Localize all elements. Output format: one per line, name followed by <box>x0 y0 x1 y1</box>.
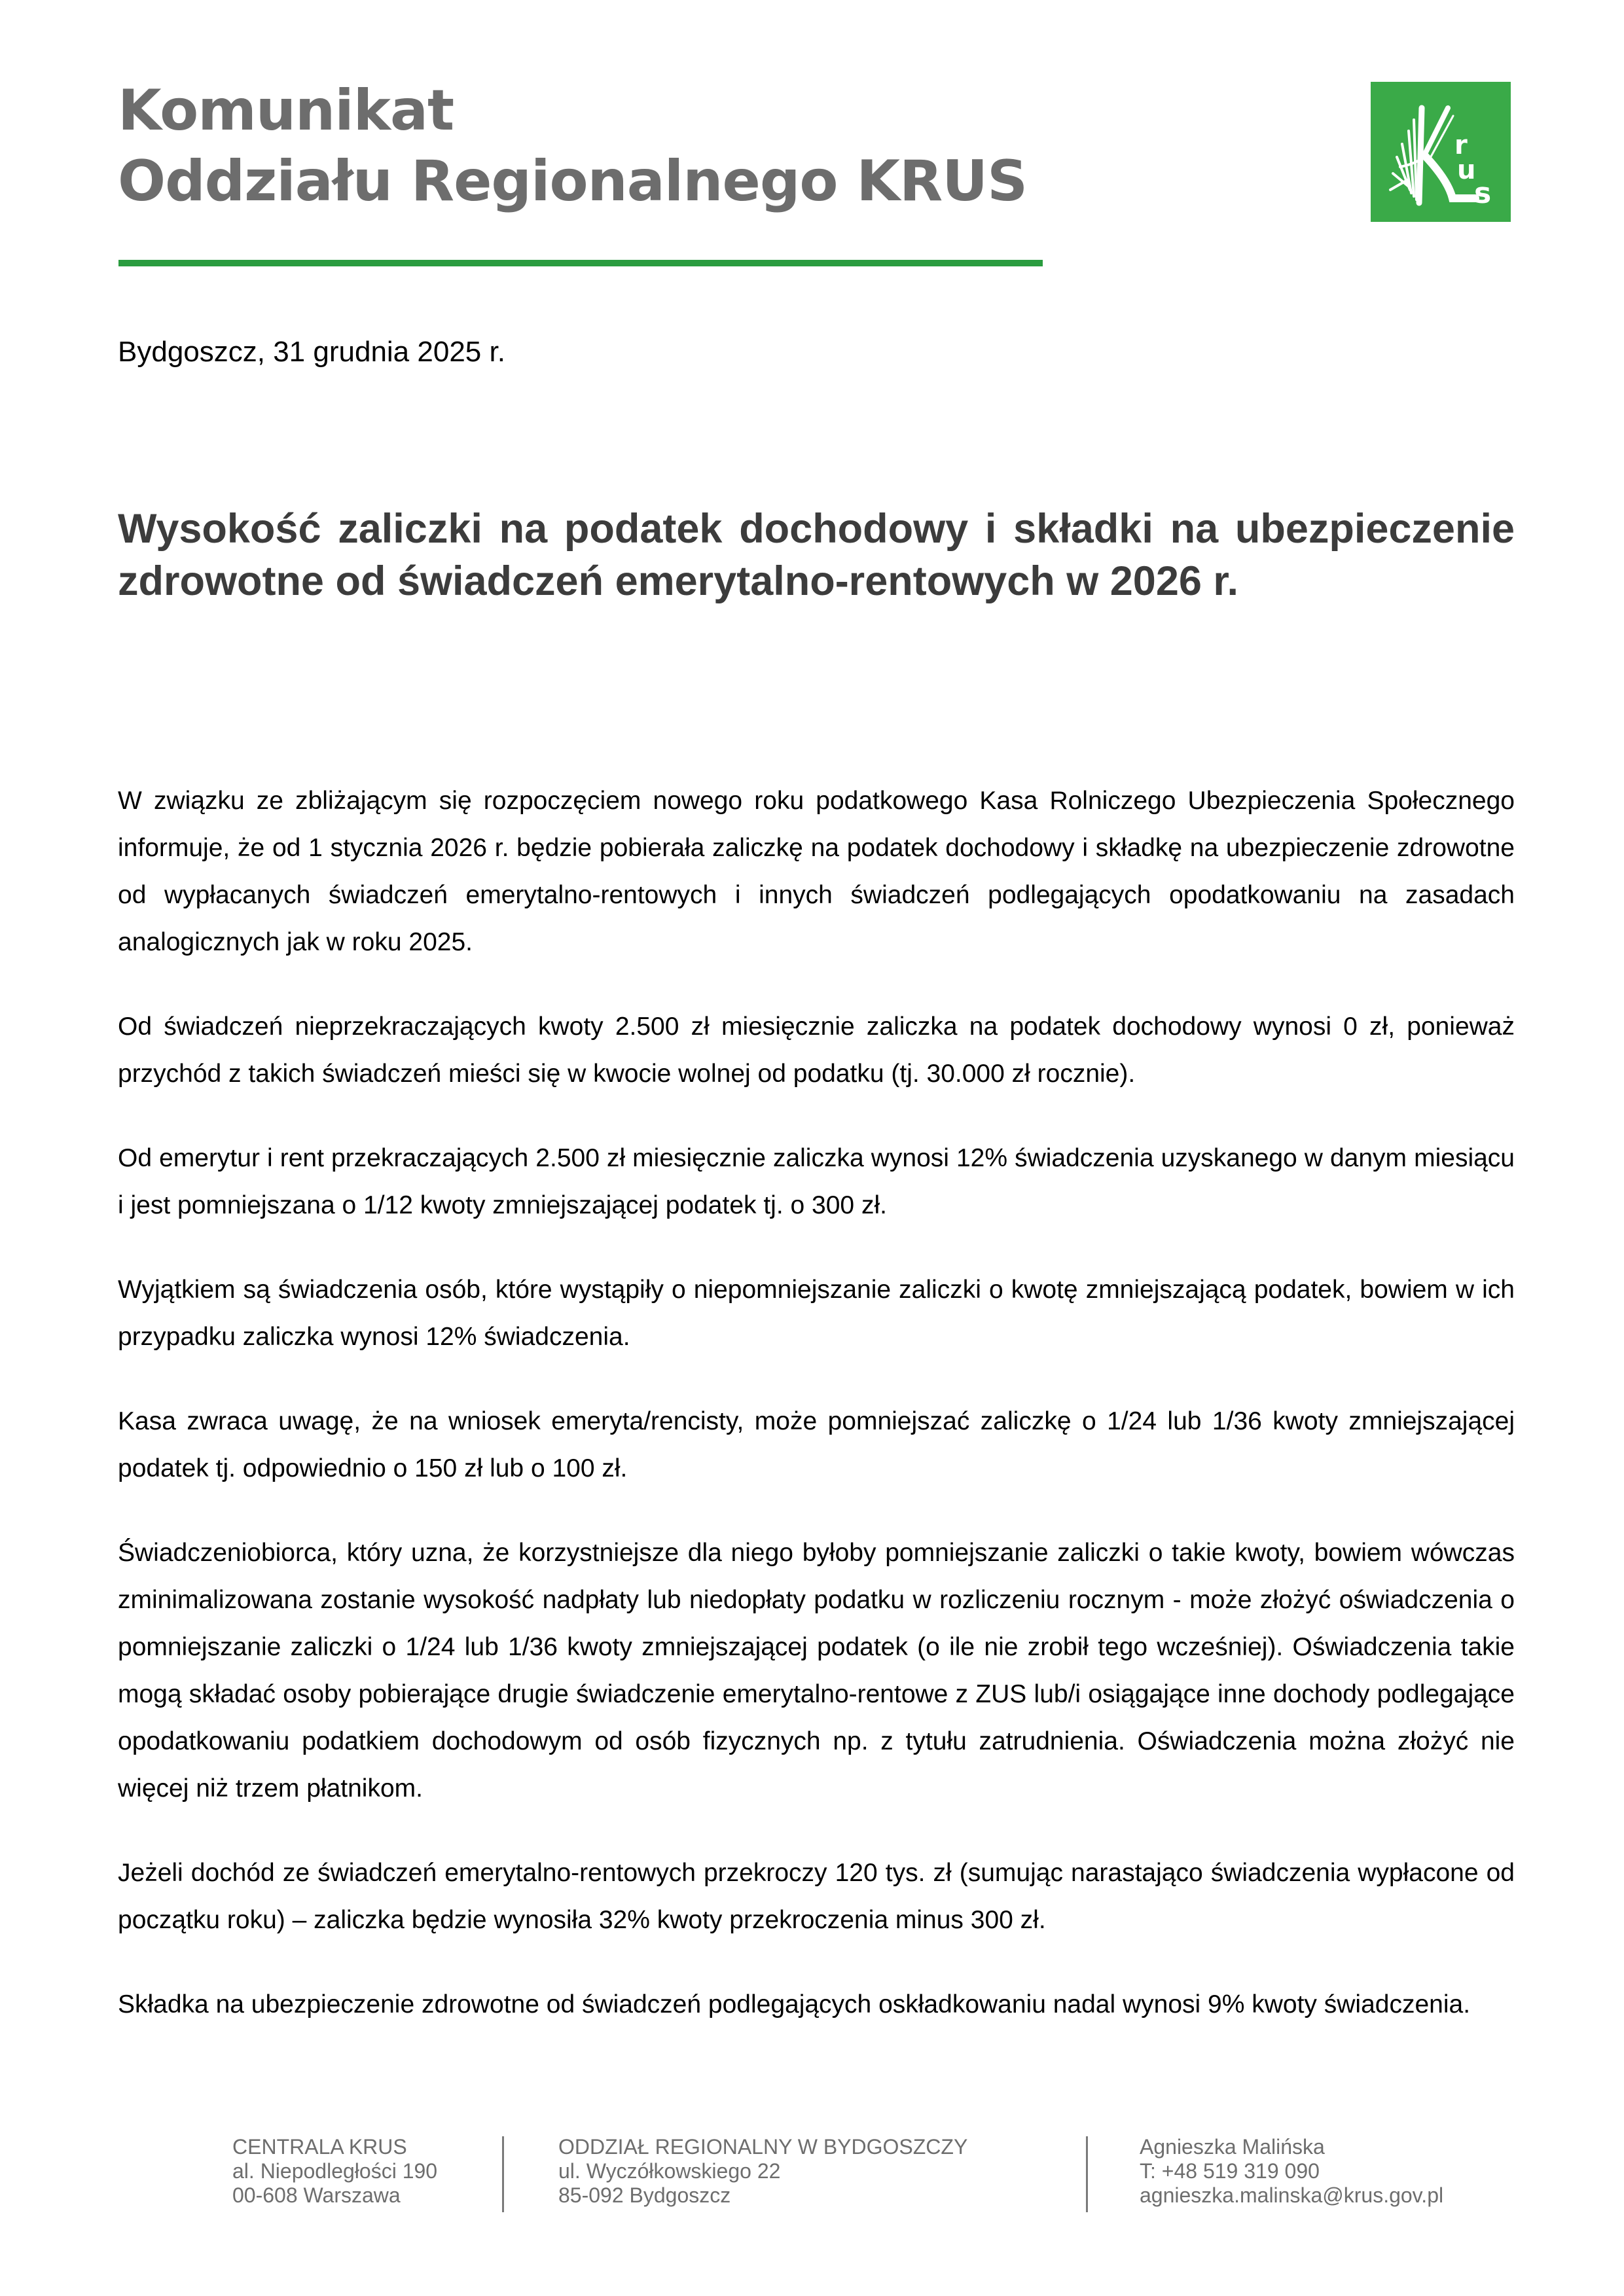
footer-central-name: CENTRALA KRUS <box>232 2135 407 2159</box>
document-title: Wysokość zaliczki na podatek dochodowy i składki na ubezpieczenie zdrowotne od świadczeń emerytalno-rentowych w 2026 r. <box>118 506 1515 604</box>
header-divider <box>118 260 1043 266</box>
document-date: Bydgoszcz, 31 grudnia 2025 r. <box>118 336 505 368</box>
footer-divider <box>502 2136 504 2212</box>
footer-divider <box>1086 2136 1088 2212</box>
paragraph: Świadczeniobiorca, który uzna, że korzystniejsze dla niego byłoby pomniejszanie zaliczki o takie kwoty, bowiem wówczas zminimalizowana zostanie wysokość nadpłaty lub niedopłaty podatku w rozliczeniu rocznym - może złożyć oświadczenia o pomniejszanie zaliczki o 1/24 lub 1/36 kwoty zmniejszającej podatek (o ile nie zrobił tego wcześniej). Oświadczenia takie mogą składać osoby pobierające drugie świadczenie emerytalno-rentowe z ZUS lub/i osiągające inne dochody podlegające opodatkowaniu podatkiem dochodowym od osób fizycznych np. z tytułu zatrudnienia. Oświadczenia można złożyć nie więcej niż trzem płatnikom. <box>118 1539 1515 1803</box>
header-title-line1: Komunikat <box>118 78 454 143</box>
footer-contact-name: Agnieszka Malińska <box>1140 2135 1325 2159</box>
paragraph: Jeżeli dochód ze świadczeń emerytalno-rentowych przekroczy 120 tys. zł (sumując narastająco świadczenia wypłacone od początku roku) – zaliczka będzie wynosiła 32% kwoty przekroczenia minus 300 zł. <box>118 1859 1515 1934</box>
paragraph: Składka na ubezpieczenie zdrowotne od świadczeń podlegających oskładkowaniu nadal wynosi 9% kwoty świadczenia. <box>118 1990 1471 2018</box>
footer-regional-city: 85-092 Bydgoszcz <box>558 2183 731 2207</box>
svg-text:u: u <box>1457 155 1476 185</box>
footer-regional-name: ODDZIAŁ REGIONALNY W BYDGOSZCZY <box>558 2135 968 2159</box>
svg-text:r: r <box>1454 130 1468 160</box>
svg-text:s: s <box>1474 177 1492 210</box>
paragraph: Od świadczeń nieprzekraczających kwoty 2.500 zł miesięcznie zaliczka na podatek dochodowy wynosi 0 zł, ponieważ przychód z takich świadczeń mieści się w kwocie wolnej od podatku (tj. 30.000 zł rocznie). <box>118 1013 1515 1088</box>
footer-contact <box>1140 2135 1443 2208</box>
footer-contact-phone[interactable]: T: +48 519 319 090 <box>1140 2159 1320 2183</box>
header-title <box>118 75 1027 217</box>
footer-central-street: al. Niepodległości 190 <box>232 2159 438 2183</box>
document-body <box>118 778 1515 2066</box>
paragraph: Wyjątkiem są świadczenia osób, które wystąpiły o niepomniejszanie zaliczki o kwotę zmniejszającą podatek, bowiem w ich przypadku zaliczka wynosi 12% świadczenia. <box>118 1276 1515 1351</box>
footer-regional-address <box>558 2135 967 2208</box>
krus-logo-icon <box>1371 82 1511 222</box>
footer-contact-email[interactable]: agnieszka.malinska@krus.gov.pl <box>1140 2183 1444 2207</box>
header-title-line2: Oddziału Regionalnego KRUS <box>118 149 1028 214</box>
footer-regional-street: ul. Wyczółkowskiego 22 <box>558 2159 781 2183</box>
footer-central-address <box>232 2135 437 2208</box>
paragraph: Od emerytur i rent przekraczających 2.500 zł miesięcznie zaliczka wynosi 12% świadczenia uzyskanego w danym miesiącu i jest pomniejszana o 1/12 kwoty zmniejszającej podatek tj. o 300 zł. <box>118 1144 1515 1219</box>
paragraph: Kasa zwraca uwagę, że na wniosek emeryta/rencisty, może pomniejszać zaliczkę o 1/24 lub 1/36 kwoty zmniejszającej podatek tj. odpowiednio o 150 zł lub o 100 zł. <box>118 1407 1515 1482</box>
page-footer <box>0 2135 1624 2214</box>
footer-central-city: 00-608 Warszawa <box>232 2183 401 2207</box>
paragraph: W związku ze zbliżającym się rozpoczęciem nowego roku podatkowego Kasa Rolniczego Ubezpieczenia Społecznego informuje, że od 1 stycznia 2026 r. będzie pobierała zaliczkę na podatek dochodowy i składkę na ubezpieczenie zdrowotne od wypłacanych świadczeń emerytalno-rentowych i innych świadczeń podlegających opodatkowaniu na zasadach analogicznych jak w roku 2025. <box>118 787 1515 956</box>
